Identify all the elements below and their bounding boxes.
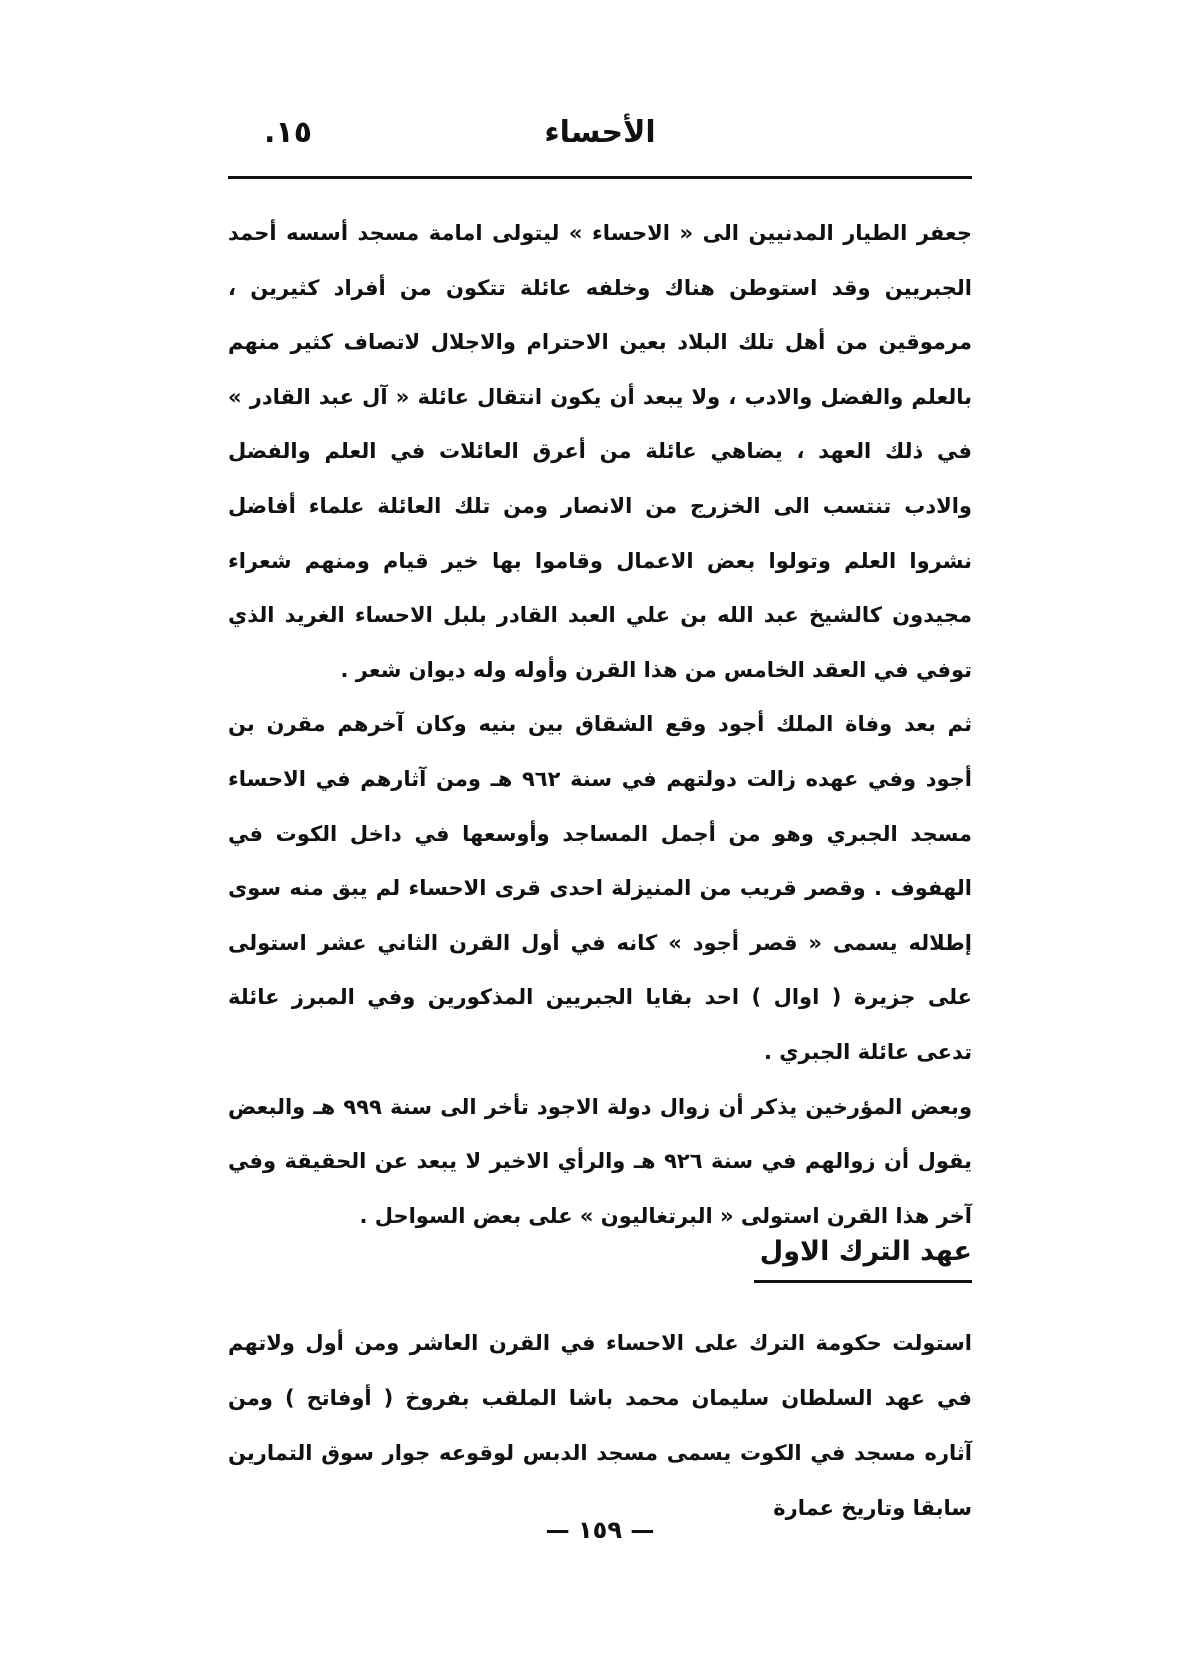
chapter-number: ١٥. xyxy=(264,115,313,150)
page-number: — ١٥٩ — xyxy=(545,1516,655,1544)
paragraph-1: جعفر الطيار المدنيين الى « الاحساء » ليتولى امامة مسجد أسسه أحمد الجبريين وقد استوطن هناك وخلفه عائلة تتكون من أفراد كثيرين ، مرموقين من أهل تلك البلاد بعين الاحترام والاجلال لاتصاف كثير منهم بالعلم والفضل والادب ، ولا يبعد أن يكون انتقال عائلة « آل عبد القادر » في ذلك العهد ، يضاهي عائلة من أعرق العائلات في العلم والفضل والادب تنتسب الى الخزرج من الانصار ومن تلك العائلة علماء أفاضل نشروا العلم وتولوا بعض الاعمال وقاموا بها خير قيام ومنهم شعراء مجيدون كالشيخ عبد الله بن علي العبد القادر بلبل الاحساء الغريد الذي توفي في العقد الخامس من هذا القرن وأوله وله ديوان شعر . xyxy=(228,221,972,682)
running-title: الأحساء xyxy=(544,115,656,150)
paragraph-3: وبعض المؤرخين يذكر أن زوال دولة الاجود تأخر الى سنة ٩٩٩ هـ والبعض يقول أن زوالهم في سنة ٩٢٦ هـ والرأي الاخير لا يبعد عن الحقيقة وفي آخر هذا القرن استولى « البرتغاليون » على بعض السواحل . xyxy=(228,1094,972,1228)
section-body-text xyxy=(228,1316,972,1536)
running-header xyxy=(228,108,972,158)
body-text xyxy=(228,206,972,1243)
header-rule xyxy=(228,176,972,179)
section-heading-block xyxy=(228,1230,972,1290)
section-paragraph-1: استولت حكومة الترك على الاحساء في القرن العاشر ومن أول ولاتهم في عهد السلطان سليمان محمد باشا الملقب بفروخ ( أوفاتح ) ومن آثاره مسجد في الكوت يسمى مسجد الدبس لوقوعه جوار سوق التمارين سابقا وتاريخ عمارة xyxy=(228,1331,972,1520)
section-heading: عهد الترك الاول xyxy=(754,1230,972,1283)
paragraph-2: ثم بعد وفاة الملك أجود وقع الشقاق بين بنيه وكان آخرهم مقرن بن أجود وفي عهده زالت دولتهم في سنة ٩٦٢ هـ ومن آثارهم في الاحساء مسجد الجبري وهو من أجمل المساجد وأوسعها في داخل الكوت في الهفوف . وقصر قريب من المنيزلة احدى قرى الاحساء لم يبق منه سوى إطلاله يسمى « قصر أجود » كانه في أول القرن الثاني عشر استولى على جزيرة ( اوال ) احد بقايا الجبريين المذكورين وفي المبرز عائلة تدعى عائلة الجبري . xyxy=(228,712,973,1064)
